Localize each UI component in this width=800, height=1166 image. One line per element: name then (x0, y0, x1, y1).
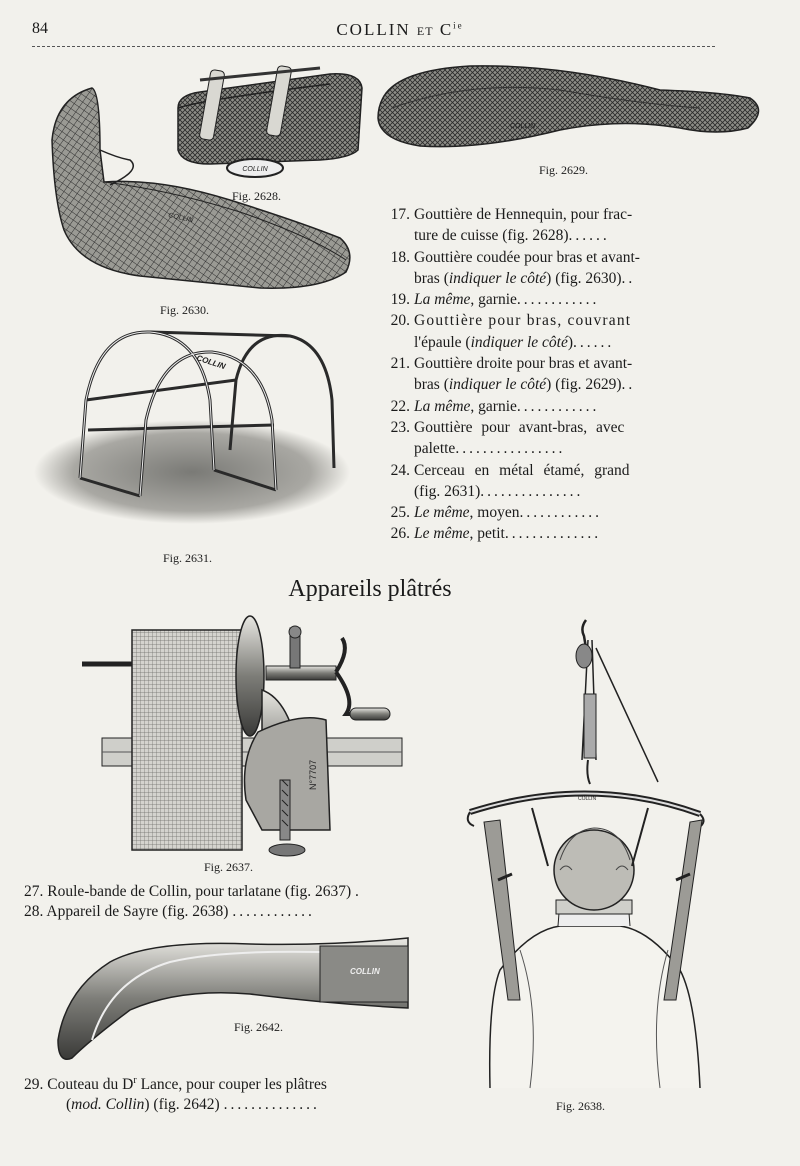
item-text: palette (414, 440, 456, 458)
leader-dots: ...... (573, 333, 615, 351)
list-item-24 (384, 460, 672, 503)
item-text: l'épaule ( (414, 333, 471, 351)
item-number: 20. (390, 312, 410, 330)
item-number: 21. (390, 355, 410, 373)
leader-dots: .. (621, 376, 636, 394)
item-text: Gouttière droite pour bras et avant- (414, 355, 633, 373)
item-italic: mod. Collin (71, 1096, 145, 1114)
item-text: Couteau du D (47, 1076, 134, 1094)
item-text: Gouttière pour avant-bras, avec (414, 418, 625, 436)
item-text: , moyen (469, 504, 520, 522)
item-text: ) (fig. 2630) (546, 269, 622, 287)
item-italic: La même (414, 291, 471, 309)
item-number: 19. (390, 291, 410, 309)
leader-dots: . (355, 883, 362, 900)
header-et: ET (416, 24, 434, 38)
collin-mark-2628: COLLIN (242, 166, 268, 173)
item-text: ture de cuisse (fig. 2628) (414, 227, 569, 245)
item-number: 22. (390, 397, 410, 415)
collin-mark-2631: COLLIN (195, 353, 227, 372)
item-sup: r (133, 1075, 137, 1086)
item-italic: Le même (414, 525, 470, 543)
item-number: 25. (390, 504, 410, 522)
item-italic: indiquer le côté (470, 333, 568, 351)
item-number: 28. (24, 903, 44, 920)
collin-mark-2642: COLLIN (350, 967, 380, 976)
leader-dots: ............ (516, 291, 600, 309)
list-item-28 (24, 902, 404, 922)
item-number: 18. (390, 248, 410, 266)
list-item-20 (384, 310, 672, 353)
leader-dots: ............ (516, 397, 600, 415)
list-item-25 (384, 502, 672, 523)
caption-fig-2628: Fig. 2628. (232, 189, 282, 203)
collin-mark-2630: COLLIN (167, 212, 194, 225)
caption-fig-2630: Fig. 2630. (160, 303, 210, 317)
item-text: bras ( (414, 269, 449, 287)
fig-2637-drawing (82, 616, 402, 856)
leader-dots: ............ (232, 903, 315, 920)
fig-2631-drawing (34, 332, 350, 524)
item-text: ) (567, 333, 574, 351)
fig-2638-drawing (468, 620, 704, 1088)
item-number: 26. (390, 525, 410, 543)
item-text: ) (fig. 2629) (546, 376, 622, 394)
item-text: Gouttière coudée pour bras et avant- (414, 248, 640, 266)
caption-fig-2638: Fig. 2638. (556, 1099, 606, 1113)
list-item-19 (384, 289, 672, 310)
item-italic: La même (414, 397, 471, 415)
list-item-23 (384, 417, 672, 460)
leader-dots: ................ (455, 440, 566, 458)
list-item-21 (384, 353, 672, 396)
list-item-18 (384, 247, 672, 290)
stamp-number: N°7707 (308, 759, 318, 790)
item-text: Lance, pour couper les plâtres (136, 1076, 327, 1094)
item-text: ) (fig. 2642) (144, 1096, 220, 1114)
item-number: 27. (24, 883, 44, 900)
leader-dots: .. (621, 269, 636, 287)
item-italic: indiquer le côté (448, 376, 547, 394)
item-text: Roule-bande de Collin, pour tarlatane (fig. 2637) (47, 883, 352, 900)
list-item-22 (384, 396, 672, 417)
item-text: Appareil de Sayre (fig. 2638) (46, 903, 229, 920)
caption-fig-2637: Fig. 2637. (204, 860, 254, 874)
list-item-29 (24, 1071, 404, 1115)
item-text: , garnie (470, 397, 517, 415)
leader-dots: .............. (504, 525, 602, 543)
header-collin: COLLIN (336, 20, 411, 39)
item-number: 29. (24, 1076, 44, 1094)
item-italic: Le même (414, 504, 470, 522)
leader-dots: ...... (568, 227, 610, 245)
product-list (384, 204, 672, 545)
leader-dots: .............. (223, 1096, 320, 1114)
header-c: C (439, 20, 454, 39)
item-number: 17. (390, 206, 410, 223)
item-text: , petit (469, 525, 505, 543)
item-number: 24. (390, 461, 410, 479)
item-text: (fig. 2631) (414, 482, 481, 500)
item-text: Cerceau en métal étamé, grand (414, 461, 630, 479)
caption-fig-2631: Fig. 2631. (163, 551, 213, 565)
list-item-27 (24, 882, 404, 902)
leader-dots: ............... (480, 482, 584, 500)
item-italic: indiquer le côté (448, 269, 547, 287)
item-number: 23. (390, 418, 410, 436)
section-title: Appareils plâtrés (288, 576, 452, 602)
header-sup: ie (453, 20, 464, 31)
item-text: ( (66, 1096, 72, 1114)
caption-fig-2629: Fig. 2629. (539, 163, 589, 177)
list-item-26 (384, 523, 672, 544)
item-text: bras ( (414, 376, 449, 394)
bottom-list (24, 882, 404, 922)
item-text: Gouttière pour bras, couvrant (414, 312, 632, 330)
fig-2629-drawing (378, 66, 759, 147)
fig-2642-drawing (58, 938, 408, 1059)
item-text: , garnie (470, 291, 517, 309)
leader-dots: ............ (519, 504, 602, 522)
fig-2628-drawing (178, 65, 362, 177)
collin-mark-2629: COLLIN (510, 123, 536, 130)
collin-mark-2638: COLLIN (578, 796, 597, 802)
caption-fig-2642: Fig. 2642. (234, 1020, 284, 1034)
item-text: Gouttière de Hennequin, pour frac- (414, 206, 633, 223)
list-item-17 (384, 204, 672, 247)
page-number: 84 (32, 20, 48, 37)
